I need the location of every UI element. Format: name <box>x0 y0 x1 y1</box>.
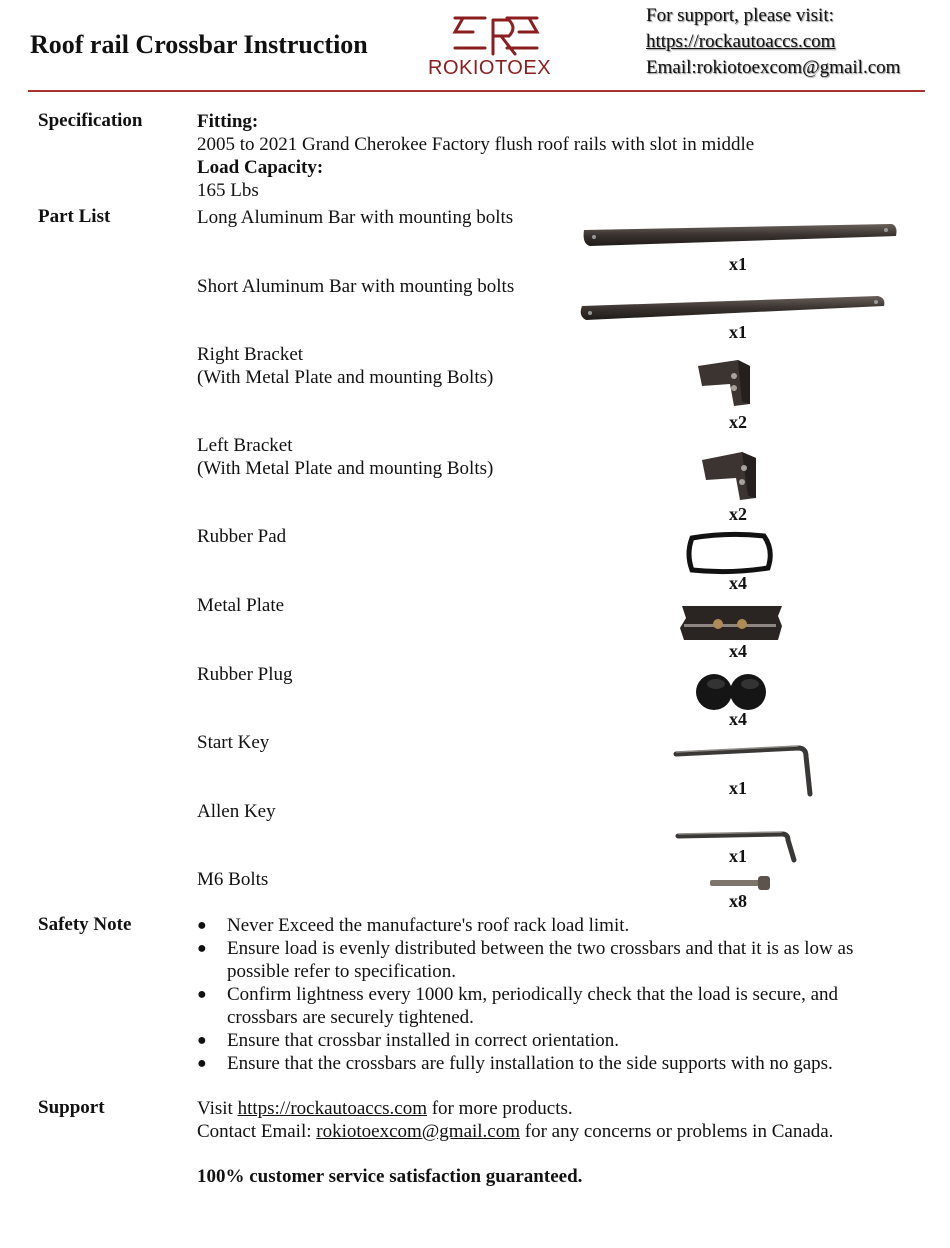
part-qty: x1 <box>729 778 747 798</box>
support-contact-line <box>197 1120 833 1143</box>
header-support <box>646 3 900 81</box>
rubber-pad-icon <box>684 530 776 576</box>
part-name: Rubber Plug <box>197 664 293 685</box>
short-bar-icon <box>578 290 888 324</box>
part-qty: x2 <box>729 412 747 432</box>
safety-note-label: Safety Note <box>38 914 132 935</box>
load-capacity-value: 165 Lbs <box>197 180 259 201</box>
metal-plate-icon <box>678 602 786 644</box>
guarantee-text: 100% customer service satisfaction guaranteed. <box>197 1166 583 1187</box>
specification-label: Specification <box>38 110 143 131</box>
list-item: ● Ensure load is evenly distributed between the two crossbars and that it is as low as possible refer to specification. <box>197 937 897 983</box>
list-item: ● Never Exceed the manufacture's roof rack load limit. <box>197 914 897 937</box>
support-intro: For support, please visit: <box>646 5 834 26</box>
part-qty: x1 <box>729 322 747 342</box>
part-name: Short Aluminum Bar with mounting bolts <box>197 276 515 297</box>
part-name: Allen Key <box>197 801 276 822</box>
fitting-label: Fitting: <box>197 111 259 132</box>
list-item: ● Ensure that the crossbars are fully installation to the side supports with no gaps. <box>197 1052 897 1075</box>
part-name: M6 Bolts <box>197 869 269 890</box>
part-qty: x2 <box>729 504 747 524</box>
part-name: Long Aluminum Bar with mounting bolts <box>197 207 514 228</box>
left-bracket-icon <box>696 448 762 504</box>
part-qty: x8 <box>729 891 747 911</box>
part-name: Rubber Pad <box>197 526 287 547</box>
part-name: Right Bracket <box>197 344 304 365</box>
fitting-value: 2005 to 2021 Grand Cherokee Factory flush roof rails with slot in middle <box>197 134 755 155</box>
support-email-link[interactable]: rokiotoexcom@gmail.com <box>316 1121 521 1142</box>
support-visit-link[interactable]: https://rockautoaccs.com <box>237 1098 427 1119</box>
part-name-detail: (With Metal Plate and mounting Bolts) <box>197 367 494 388</box>
support-visit-suffix: for more products. <box>426 1098 573 1119</box>
support-label: Support <box>38 1097 105 1118</box>
part-name-detail: (With Metal Plate and mounting Bolts) <box>197 458 494 479</box>
safety-note-list <box>197 914 897 1075</box>
specification-block <box>197 110 754 202</box>
support-visit-line <box>197 1097 573 1120</box>
part-list-label: Part List <box>38 206 111 227</box>
support-url-link[interactable]: https://rockautoaccs.com <box>646 31 836 52</box>
list-item: ● Confirm lightness every 1000 km, periodically check that the load is secure, and crossbars are securely tightened. <box>197 983 897 1029</box>
logo-text: ROKIOTOEX <box>428 57 552 79</box>
load-capacity-label: Load Capacity: <box>197 157 324 178</box>
part-qty: x4 <box>729 573 747 593</box>
part-qty: x1 <box>729 254 747 274</box>
page-title: Roof rail Crossbar Instruction <box>30 30 368 59</box>
part-name: Start Key <box>197 732 270 753</box>
support-contact-prefix: Contact Email: <box>197 1121 317 1142</box>
part-name: Metal Plate <box>197 595 285 616</box>
part-name: Left Bracket <box>197 435 293 456</box>
rubber-plug-icon <box>694 670 770 712</box>
part-qty: x1 <box>729 846 747 866</box>
support-visit-prefix: Visit <box>197 1098 238 1119</box>
support-contact-suffix: for any concerns or problems in Canada. <box>520 1121 834 1142</box>
long-bar-icon <box>580 218 900 250</box>
support-email: Email:rokiotoexcom@gmail.com <box>646 57 901 78</box>
list-item: ● Ensure that crossbar installed in correct orientation. <box>197 1029 897 1052</box>
part-qty: x4 <box>729 709 747 729</box>
right-bracket-icon <box>692 356 756 410</box>
header-divider <box>28 90 925 92</box>
part-qty: x4 <box>729 641 747 661</box>
